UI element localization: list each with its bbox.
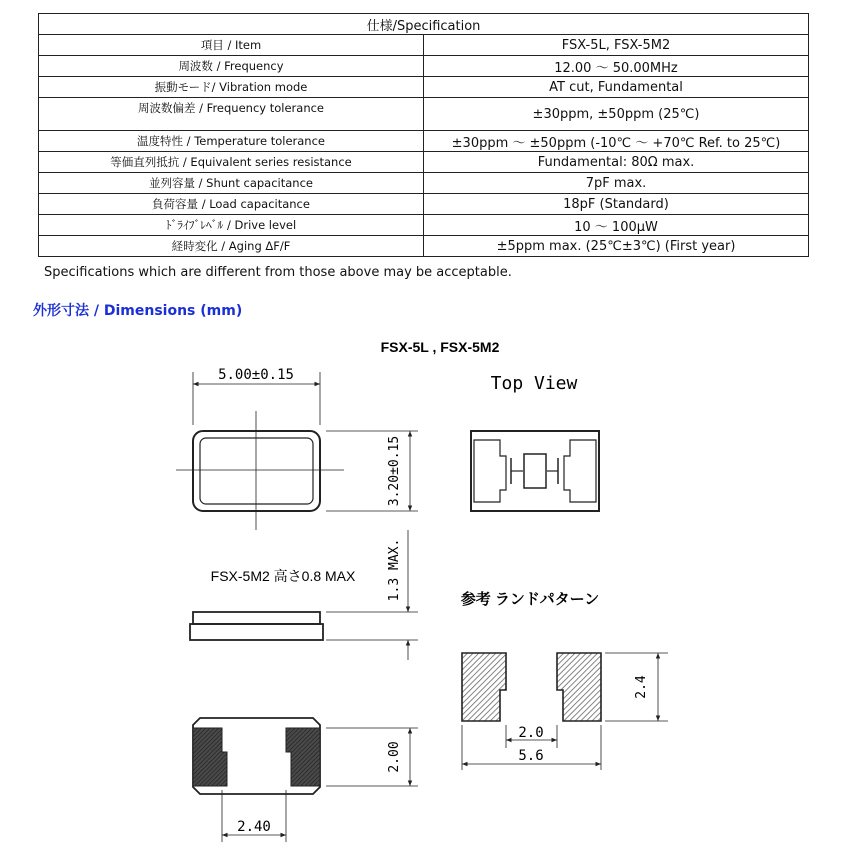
- spec-label: 負荷容量 / Load capacitance: [39, 194, 424, 215]
- land-pattern: [462, 653, 601, 721]
- spec-label: 等価直列抵抗 / Equivalent series resistance: [39, 152, 424, 173]
- spec-note: Specifications which are different from those above may be acceptable.: [44, 265, 512, 280]
- thickness-dimension-label: 1.3 MAX.: [387, 538, 402, 602]
- dimensions-heading: 外形寸法 / Dimensions (mm): [33, 303, 243, 319]
- spec-value: Fundamental: 80Ω max.: [424, 152, 809, 173]
- pad-height-dimension-label: 2.00: [387, 741, 402, 773]
- top-view-label: Top View: [490, 373, 578, 394]
- pad-height-dimension: [326, 728, 418, 786]
- land-width-dimension-label: 5.6: [518, 748, 544, 764]
- spec-value: ±30ppm, ±50ppm (25℃): [424, 98, 809, 131]
- spec-label: 周波数 / Frequency: [39, 56, 424, 77]
- spec-label: 振動モード/ Vibration mode: [39, 77, 424, 98]
- spec-value: AT cut, Fundamental: [424, 77, 809, 98]
- spec-value: 12.00 ～ 50.00MHz: [424, 56, 809, 77]
- spec-label: ﾄﾞﾗｲﾌﾞﾚﾍﾞﾙ / Drive level: [39, 215, 424, 236]
- spec-label: 温度特性 / Temperature tolerance: [39, 131, 424, 152]
- spec-header: 仕様/Specification: [39, 14, 809, 35]
- model-title: FSX-5L , FSX-5M2: [380, 339, 500, 355]
- land-pattern-title: 参考 ランドパターン: [460, 591, 600, 608]
- spec-value: FSX-5L, FSX-5M2: [424, 35, 809, 56]
- thickness-dimension: [326, 530, 418, 660]
- pad-pitch-dimension-label: 2.40: [237, 819, 271, 835]
- land-height-dimension-label: 2.4: [634, 675, 649, 699]
- land-gap-dimension-label: 2.0: [518, 725, 544, 741]
- spec-label: 並列容量 / Shunt capacitance: [39, 173, 424, 194]
- spec-value: 7pF max.: [424, 173, 809, 194]
- spec-value: 10 ～ 100μW: [424, 215, 809, 236]
- package-bottom-view: [193, 718, 320, 794]
- package-side-view: [190, 612, 323, 640]
- top-view-package: [471, 431, 599, 511]
- thickness-note: FSX-5M2 高さ0.8 MAX: [210, 568, 356, 584]
- width-dimension-label: 5.00±0.15: [218, 367, 294, 383]
- spec-label: 経時変化 / Aging ΔF/F: [39, 236, 424, 257]
- spec-value: ±30ppm ～ ±50ppm (-10℃ ～ +70℃ Ref. to 25℃): [424, 131, 809, 152]
- spec-value: ±5ppm max. (25℃±3℃) (First year): [424, 236, 809, 257]
- spec-value: 18pF (Standard): [424, 194, 809, 215]
- spec-label: 項目 / Item: [39, 35, 424, 56]
- package-outline-top: [176, 411, 344, 530]
- height-dimension-label: 3.20±0.15: [387, 435, 402, 507]
- height-dimension: [326, 431, 418, 511]
- spec-label: 周波数偏差 / Frequency tolerance: [39, 98, 424, 131]
